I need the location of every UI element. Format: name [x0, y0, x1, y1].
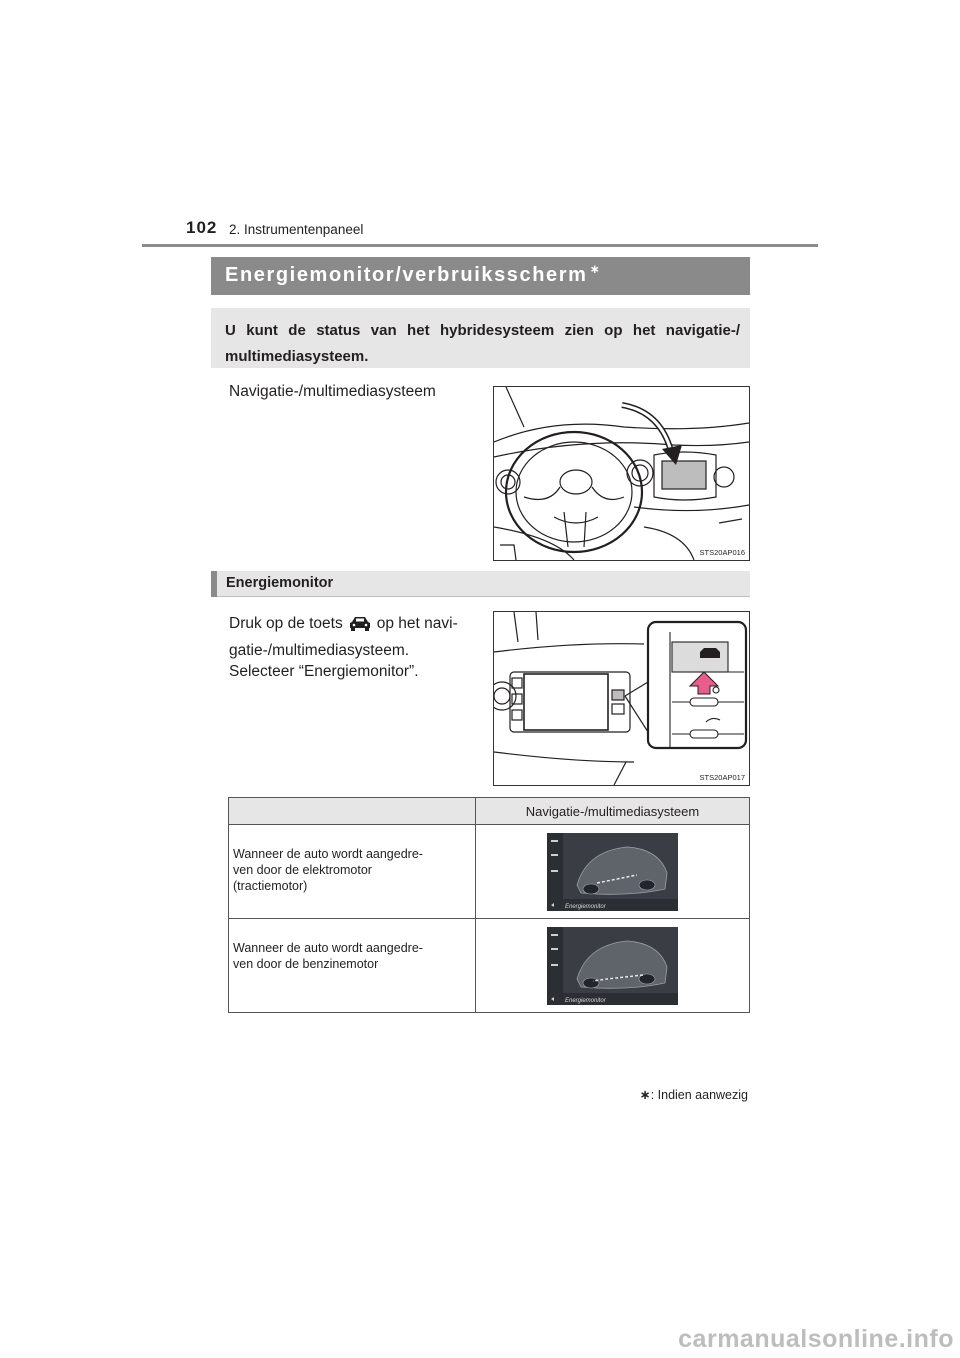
- table-header-row: [229, 798, 750, 825]
- figure-code: STS20AP017: [699, 773, 745, 782]
- navi-label: Navigatie-/multimediasysteem: [229, 383, 436, 400]
- step-2: Selecteer “Energiemonitor”.: [229, 663, 419, 680]
- row-desc-line: (tractiemotor): [233, 879, 308, 893]
- energy-screen-electric: [547, 833, 678, 911]
- subheading-accent: [211, 571, 217, 597]
- title-footnote-mark: ∗: [589, 262, 602, 276]
- table-row: [229, 825, 750, 919]
- intro-box: [211, 308, 750, 368]
- step-1-line2: gatie-/multimediasysteem.: [229, 642, 410, 659]
- section-label: 2. Instrumentenpaneel: [229, 222, 364, 237]
- row-desc-line: ven door de elektromotor: [233, 863, 372, 877]
- row-screenshot: [476, 919, 750, 1013]
- subheading-energiemonitor: [211, 571, 750, 597]
- step-1-after: op het navi-: [376, 615, 458, 632]
- screen-label-2: Energiemonitor: [565, 998, 606, 1004]
- multimedia-drawing: [494, 612, 749, 785]
- row-desc-line: ven door de benzinemotor: [233, 957, 379, 971]
- subheading-text: Energiemonitor: [226, 575, 334, 591]
- multimedia-illustration: [493, 611, 750, 786]
- page-title-text: Energiemonitor/verbruiksscherm: [225, 264, 588, 286]
- header-divider: [142, 244, 818, 247]
- energy-monitor-table: [228, 797, 750, 1013]
- car-button-icon: [349, 615, 371, 639]
- intro-text: U kunt de status van het hybridesysteem zien op het navigatie-/ multimediasysteem.: [225, 322, 740, 365]
- step-1-line1: [229, 612, 479, 639]
- row-description: [229, 919, 476, 1013]
- row-description: [229, 825, 476, 919]
- title-bar: [211, 257, 750, 295]
- row-desc-line: Wanneer de auto wordt aangedre-: [233, 941, 423, 955]
- screen-label-1: Energiemonitor: [565, 904, 606, 910]
- dashboard-drawing: [494, 387, 749, 560]
- row-screenshot: [476, 825, 750, 919]
- page-number: 102: [186, 218, 218, 237]
- table-header-navi: Navigatie-/multimediasysteem: [476, 798, 750, 825]
- step-1-before: Druk op de toets: [229, 615, 343, 632]
- step-1: [229, 612, 479, 663]
- energy-screen-petrol: [547, 927, 678, 1005]
- row-desc-line: Wanneer de auto wordt aangedre-: [233, 847, 423, 861]
- footnote-text: : Indien aanwezig: [650, 1088, 748, 1102]
- dashboard-illustration: [493, 386, 750, 561]
- footnote-mark: ∗: [639, 1087, 651, 1102]
- page-title: [225, 264, 601, 287]
- table-header-empty: [229, 798, 476, 825]
- watermark: carmanualsonline.info: [678, 1325, 954, 1353]
- figure-code: STS20AP016: [699, 548, 745, 557]
- table-row: [229, 919, 750, 1013]
- footnote: [640, 1087, 748, 1103]
